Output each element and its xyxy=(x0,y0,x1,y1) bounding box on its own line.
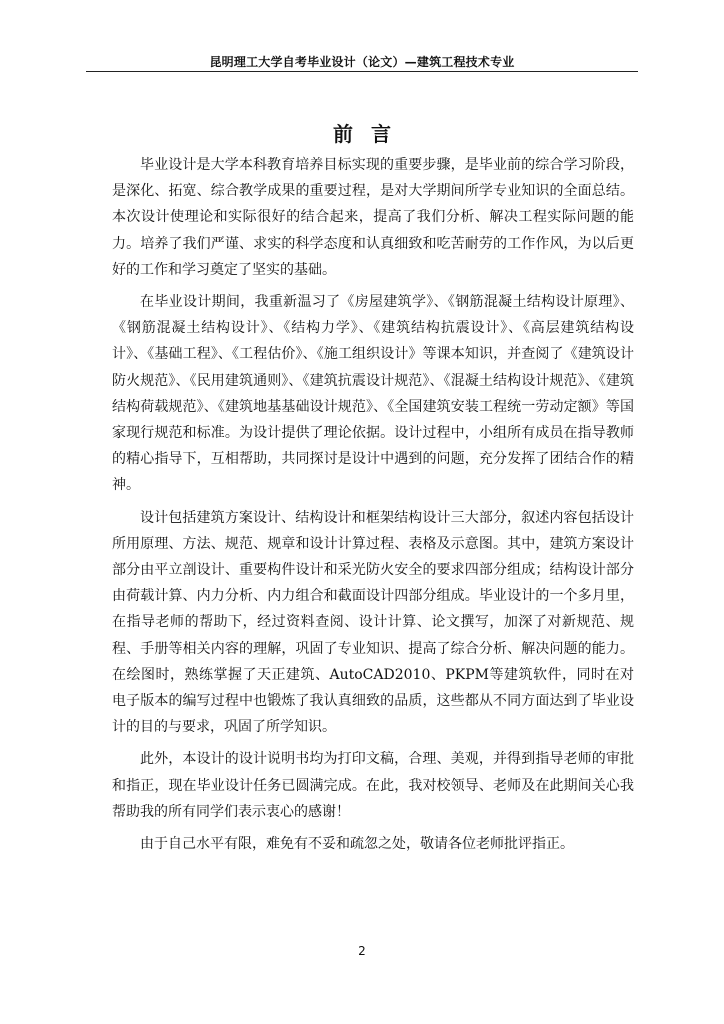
page-title: 前言 xyxy=(333,122,409,146)
paragraph-5: 由于自己水平有限，难免有不妥和疏忽之处，敬请各位老师批评指正。 xyxy=(140,836,574,853)
running-header: 昆明理工大学自考毕业设计（论文）—建筑工程技术专业 xyxy=(209,55,515,69)
paragraph-4: 此外，本设计的设计说明书均为打印文稿，合理、美观，并得到指导老师的审批和指正，现在毕业设计任务已圆满完成。在此，我对校领导、老师及在此期间关心我帮助我的所有同学们表示衷心的感谢！ xyxy=(112,751,634,820)
header-rule xyxy=(86,71,638,72)
paragraph-1: 毕业设计是大学本科教育培养目标实现的重要步骤，是毕业前的综合学习阶段，是深化、拓宽、综合教学成果的重要过程，是对大学期间所学专业知识的全面总结。本次设计使理论和实际很好的结合起来，提高了我们分析、解决工程实际问题的能力。培养了我们严谨、求实的科学态度和认真细致和吃苦耐劳的工作作风，为以后更好的工作和学习奠定了坚实的基础。 xyxy=(112,157,634,278)
page-number: 2 xyxy=(358,944,366,958)
paragraph-2: 在毕业设计期间，我重新温习了《房屋建筑学》、《钢筋混凝土结构设计原理》、《钢筋混凝土结构设计》、《结构力学》、《建筑结构抗震设计》、《高层建筑结构设计》、《基础工程》、《工程估价》、《施工组织设计》等课本知识，并查阅了《建筑设计防火规范》、《民用建筑通则》、《建筑抗震设计规范》、《混凝土结构设计规范》、《建筑结构荷载规范》、《建筑地基基础设计规范》、《全国建筑安装工程统一劳动定额》等国家现行规范和标准。为设计提供了理论依据。设计过程中，小组所有成员在指导教师的精心指导下，互相帮助，共同探讨是设计中遇到的问题，充分发挥了团结合作的精神。 xyxy=(112,294,634,494)
paragraph-3: 设计包括建筑方案设计、结构设计和框架结构设计三大部分，叙述内容包括设计所用原理、方法、规范、规章和设计计算过程、表格及示意图。其中，建筑方案设计部分由平立剖设计、重要构件设计和采光防火安全的要求四部分组成；结构设计部分由荷载计算、内力分析、内力组合和截面设计四部分组成。毕业设计的一个多月里，在指导老师的帮助下，经过资料查阅、设计计算、论文撰写，加深了对新规范、规程、手册等相关内容的理解，巩固了专业知识、提高了综合分析、解决问题的能力。在绘图时，熟练掌握了天正建筑、AutoCAD2010、PKPM等建筑软件，同时在对电子版本的编写过程中也锻炼了我认真细致的品质，这些都从不同方面达到了毕业设计的目的与要求，巩固了所学知识。 xyxy=(112,509,634,736)
body-text xyxy=(112,152,634,857)
